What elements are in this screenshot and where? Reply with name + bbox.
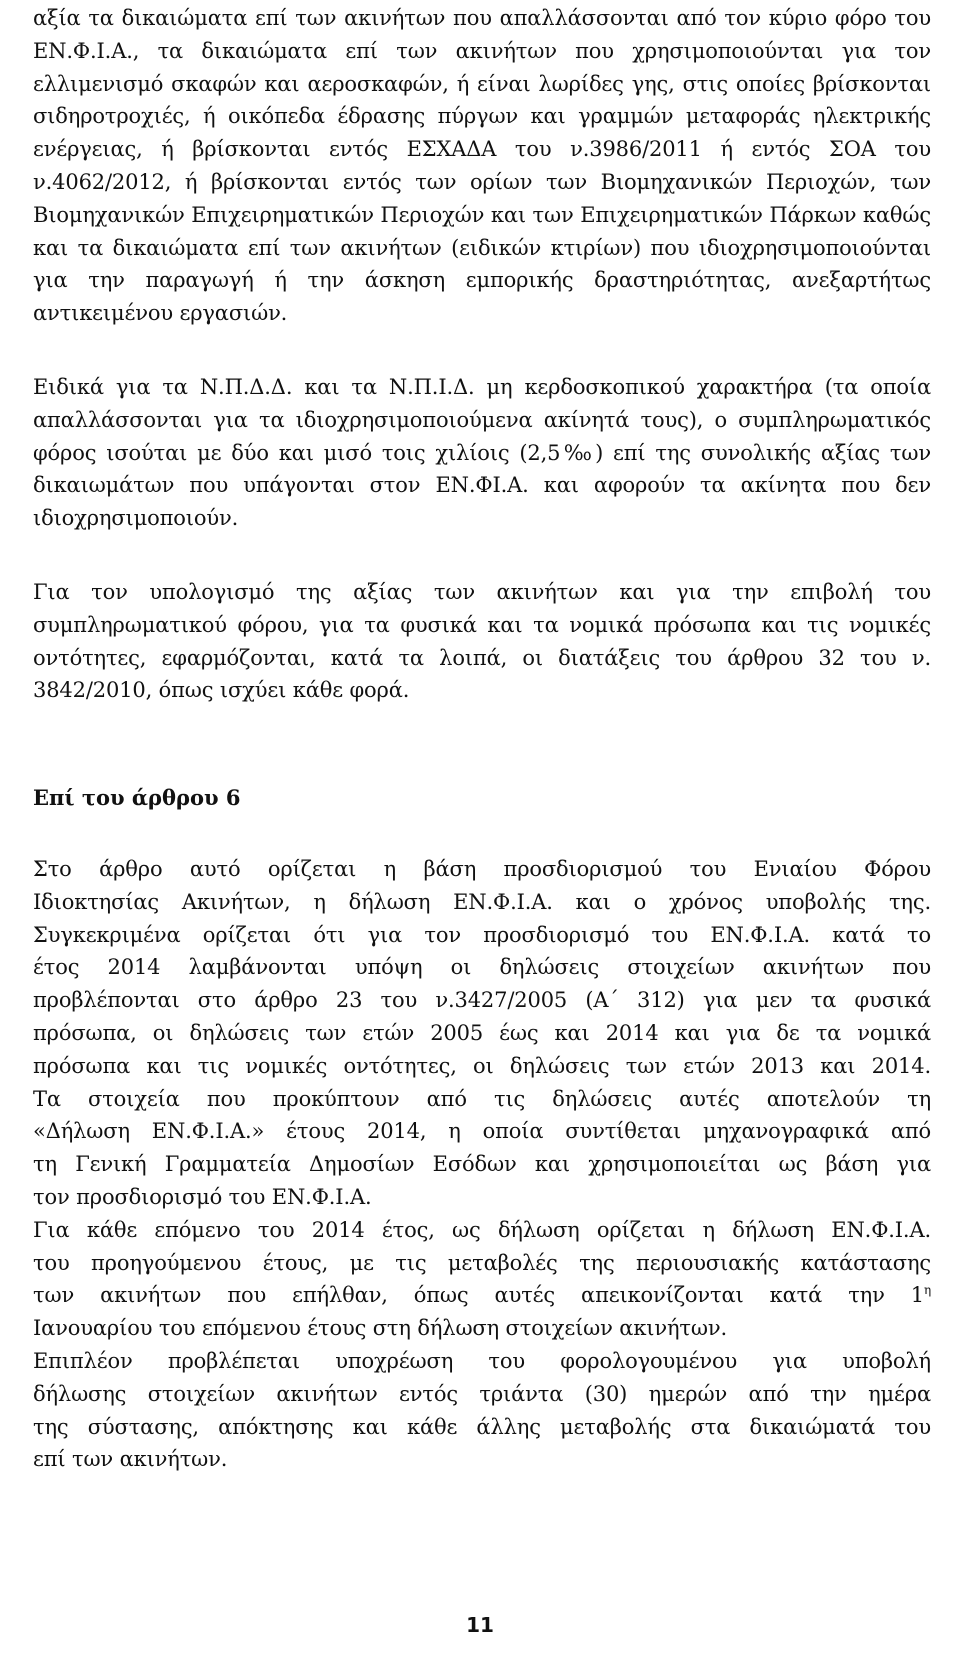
paragraph-line: Στο άρθρο αυτό ορίζεται η βάση προσδιορισμού του Ενιαίου Φόρου <box>33 857 931 881</box>
article6-paragraph <box>33 853 931 1476</box>
ordinal-superscript: η <box>923 1283 931 1298</box>
paragraph-line: του προηγούμενου έτους, με τις μεταβολές της περιουσιακής κατάστασης <box>33 1250 931 1275</box>
paragraph-line: Ιδιοκτησίας Ακινήτων, η δήλωση ΕΝ.Φ.Ι.Α. και ο χρόνος υποβολής της. <box>33 889 931 914</box>
continuation-paragraph: αξία τα δικαιώματα επί των ακινήτων που απαλλάσσονται από τον κύριο φόρο του ΕΝ.Φ.Ι.Α., τα δικαιώματα επί των ακινήτων που χρησιμοποιούνται για τον ελλιμενισμό σκαφών και αεροσκαφών, ή είναι λωρίδες γης, στις οποίες βρίσκονται σιδηροτροχιές, ή οικόπεδα έδρασης πύργων και γραμμών μεταφοράς ηλεκτρικής ενέργειας, ή βρίσκονται εντός ΕΣΧΑΔΑ του ν.3986/2011 ή εντός ΣΟΑ του ν.4062/2012, ή βρίσκονται εντός των ορίων των Βιομηχανικών Περιοχών, των Βιομηχανικών Επιχειρηματικών Περιοχών και των Επιχειρηματικών Πάρκων καθώς και τα δικαιώματα επί των ακινήτων (ειδικών κτιρίων) που ιδιοχρησιμοποιούνται για την παραγωγή ή την άσκηση εμπορικής δραστηριότητας, ανεξαρτήτως αντικειμένου εργασιών. <box>33 6 931 326</box>
paragraph-line: προβλέπονται στο άρθρο 23 του ν.3427/2005 (Α΄ 312) για μεν τα φυσικά <box>33 988 931 1013</box>
paragraph-line: επί των ακινήτων. <box>33 1447 228 1472</box>
paragraph-line: έτος 2014 λαμβάνονται υπόψη οι δηλώσεις στοιχείων ακινήτων που <box>33 955 931 980</box>
section-heading: Επί του άρθρου 6 <box>33 785 241 810</box>
page-number: 11 <box>466 1613 494 1637</box>
paragraph-line: δήλωσης στοιχείων ακινήτων εντός τριάντα (30) ημερών από την ημέρα <box>33 1381 931 1406</box>
paragraph-line-text: των ακινήτων που επήλθαν, όπως αυτές απεικονίζονται κατά την 1 <box>33 1283 924 1308</box>
paragraph-line: Τα στοιχεία που προκύπτουν από τις δηλώσεις αυτές αποτελούν τη <box>33 1086 931 1111</box>
paragraph-line: Επιπλέον προβλέπεται υποχρέωση του φορολογουμένου για υποβολή <box>33 1348 931 1373</box>
paragraph-line: τη Γενική Γραμματεία Δημοσίων Εσόδων και χρησιμοποιείται ως βάση για <box>33 1152 931 1177</box>
paragraph-line: της σύστασης, απόκτησης και κάθε άλλης μεταβολής στα δικαιώματά του <box>33 1414 931 1439</box>
paragraph-line-with-superscript <box>33 1279 931 1312</box>
paragraph-line: Συγκεκριμένα ορίζεται ότι για τον προσδιορισμό του ΕΝ.Φ.Ι.Α. κατά το <box>33 922 931 947</box>
paragraph-line: πρόσωπα, οι δηλώσεις των ετών 2005 έως και 2014 και για δε τα νομικά <box>33 1020 931 1045</box>
document-page <box>33 0 931 1472</box>
paragraph-line: «Δήλωση ΕΝ.Φ.Ι.Α.» έτους 2014, η οποία συντίθεται μηχανογραφικά από <box>33 1119 931 1144</box>
npdd-paragraph: Ειδικά για τα Ν.Π.Δ.Δ. και τα Ν.Π.Ι.Δ. μη κερδοσκοπικού χαρακτήρα (τα οποία απαλλάσσονται για τα ιδιοχρησιμοποιούμενα ακίνητά τους), ο συμπληρωματικός φόρος ισούται με δύο και μισό τοις χιλίοις (2,5‰) επί της συνολικής αξίας των δικαιωμάτων που υπάγονται στον ΕΝ.ΦΙ.Α. και αφορούν τα ακίνητα που δεν ιδιοχρησιμοποιούν. <box>33 375 931 531</box>
paragraph-line: τον προσδιορισμό του ΕΝ.Φ.Ι.Α. <box>33 1184 372 1209</box>
paragraph-line: πρόσωπα και τις νομικές οντότητες, οι δηλώσεις των ετών 2013 και 2014. <box>33 1053 931 1078</box>
paragraph-line: Ιανουαρίου του επόμενου έτους στη δήλωση στοιχείων ακινήτων. <box>33 1316 728 1341</box>
calculation-paragraph: Για τον υπολογισμό της αξίας των ακινήτων και για την επιβολή του συμπληρωματικού φόρου, για τα φυσικά και τα νομικά πρόσωπα και τις νομικές οντότητες, εφαρμόζονται, κατά τα λοιπά, οι διατάξεις του άρθρου 32 του ν. 3842/2010, όπως ισχύει κάθε φορά. <box>33 580 931 703</box>
paragraph-line: Για κάθε επόμενο του 2014 έτος, ως δήλωση ορίζεται η δήλωση ΕΝ.Φ.Ι.Α. <box>33 1217 931 1242</box>
